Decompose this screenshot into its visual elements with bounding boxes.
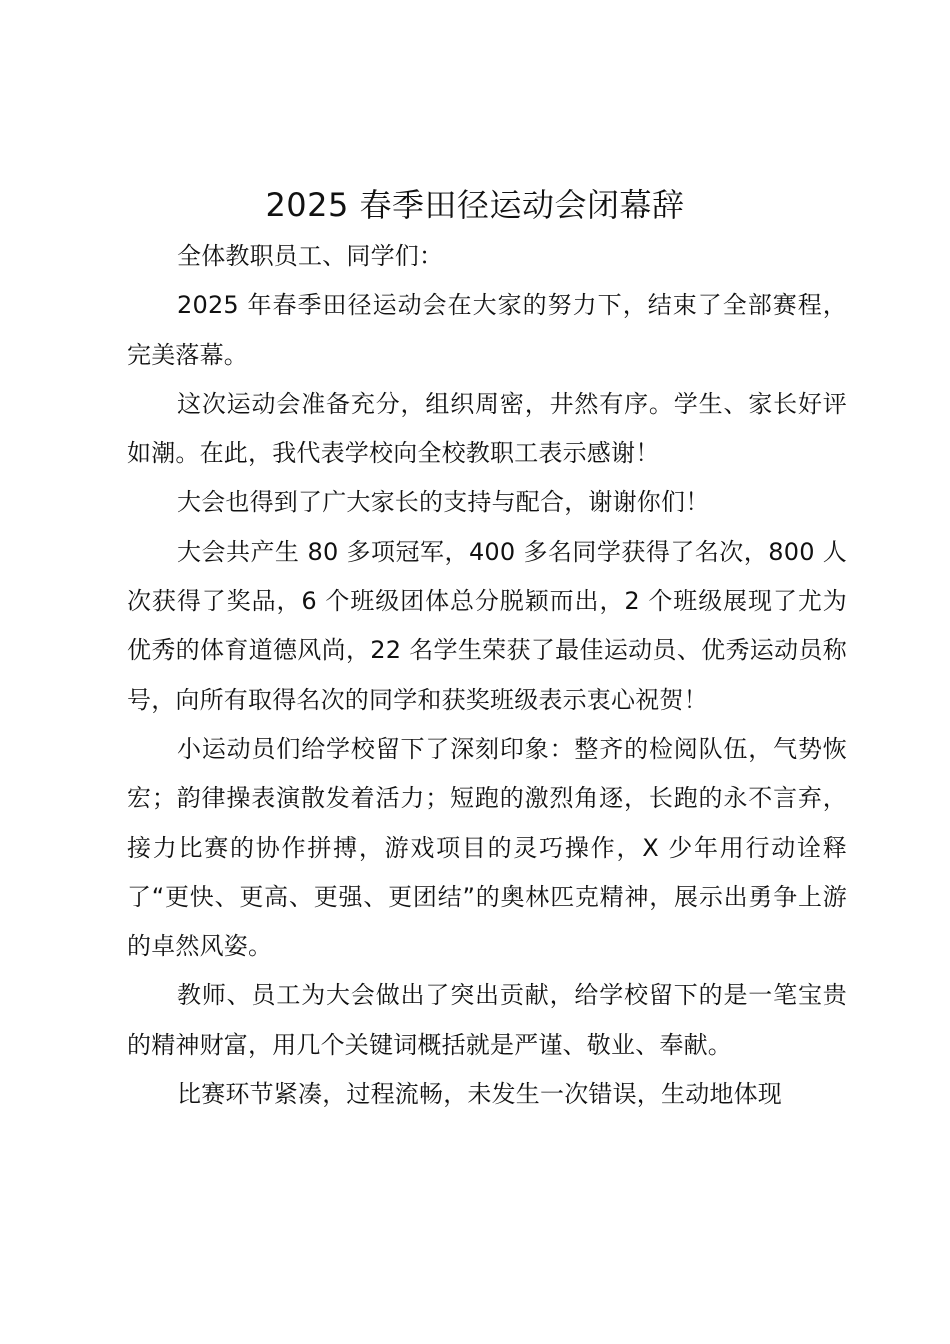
thanks-staff-paragraph: 这次运动会准备充分，组织周密，井然有序。学生、家长好评如潮。在此，我代表学校向全校教职工表示感谢！	[127, 389, 847, 468]
document-body	[127, 232, 847, 1119]
thanks-parents-paragraph: 大会也得到了广大家长的支持与配合，谢谢你们！	[177, 488, 710, 517]
document-title: 2025 春季田径运动会闭幕辞	[265, 186, 685, 224]
closing-paragraph: 2025 年春季田径运动会在大家的努力下，结束了全部赛程，完美落幕。	[127, 291, 847, 369]
athletes-paragraph: 小运动员们给学校留下了深刻印象：整齐的检阅队伍，气势恢宏；韵律操表演散发着活力；短跑的激烈角逐，长跑的永不言弃，接力比赛的协作拼搏，游戏项目的灵巧操作，X 少年用行动诠释了“更快、更高、更强、更团结”的奥林匹克精神，展示出勇争上游的卓然风姿。	[127, 734, 847, 961]
results-paragraph: 大会共产生 80 多项冠军，400 多名同学获得了名次，800 人次获得了奖品，6 个班级团体总分脱颖而出，2 个班级展现了尤为优秀的体育道德风尚，22 名学生荣获了最佳运动员、优秀运动员称号，向所有取得名次的同学和获奖班级表示衷心祝贺！	[127, 537, 847, 714]
greeting-paragraph: 全体教职员工、同学们：	[177, 242, 444, 270]
process-paragraph: 比赛环节紧凑，过程流畅，未发生一次错误，生动地体现	[177, 1080, 782, 1109]
teachers-paragraph: 教师、员工为大会做出了突出贡献，给学校留下的是一笔宝贵的精神财富，用几个关键词概括就是严谨、敬业、奉献。	[127, 981, 847, 1059]
